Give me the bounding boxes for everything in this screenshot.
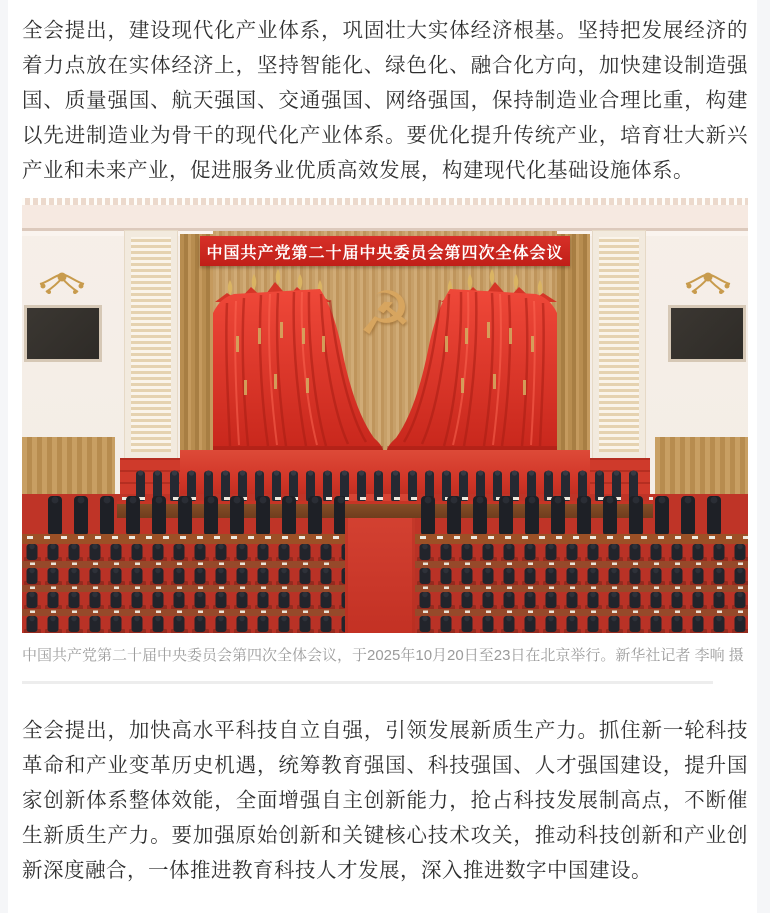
plenum-photo (22, 198, 748, 633)
section-divider (22, 681, 713, 684)
delegates-crowd-graphic (22, 458, 748, 633)
article-paragraph-1: 全会提出，建设现代化产业体系，巩固壮大实体经济根基。坚持把发展经济的着力点放在实体经济上，坚持智能化、绿色化、融合化方向，加快建设制造强国、质量强国、航天强国、交通强国、网络强国，保持制造业合理比重，构建以先进制造业为骨干的现代化产业体系。要优化提升传统产业，培育壮大新兴产业和未来产业，促进服务业优质高效发展，构建现代化基础设施体系。 (22, 19, 748, 182)
party-emblem-icon: ☭ (358, 280, 412, 347)
article-paragraph-2: 全会提出，加快高水平科技自立自强，引领发展新质生产力。抓住新一轮科技革命和产业变革历史机遇，统筹教育强国、科技强国、人才强国建设，提升国家创新体系整体效能，全面增强自主创新能力，抢占科技发展制高点，不断催生新质生产力。要加强原始创新和关键核心技术攻关，推动科技创新和产业创新深度融合，一体推进教育科技人才发展，深入推进数字中国建设。 (22, 719, 748, 882)
plenum-photo-figure (22, 198, 748, 668)
session-banner: 中国共产党第二十届中央委员会第四次全体会议 (200, 236, 570, 266)
article-page (8, 0, 757, 913)
photo-caption: 中国共产党第二十届中央委员会第四次全体会议，于2025年10月20日至23日在北京举行。新华社记者 李响 摄 (22, 647, 744, 664)
